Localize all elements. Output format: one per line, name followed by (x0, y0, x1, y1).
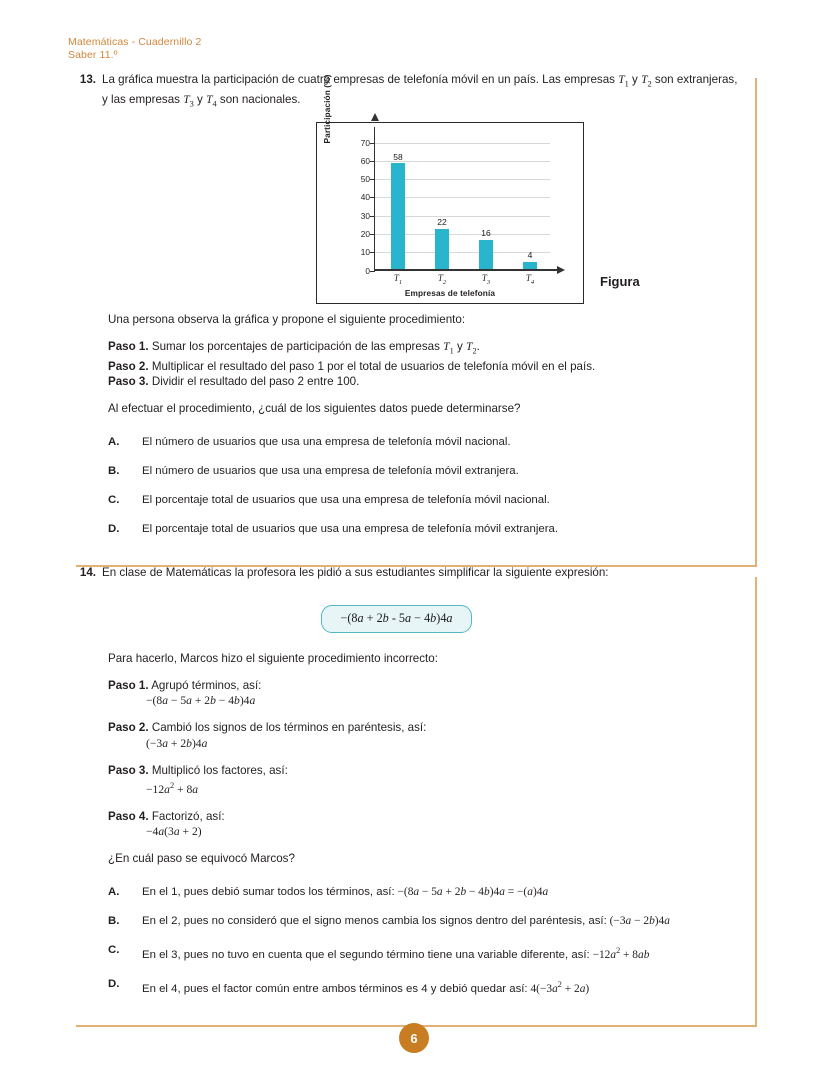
q14-paso-3 (108, 763, 757, 797)
q14-paso-1-expression: −(8a − 5a + 2b − 4b)4a (146, 694, 256, 708)
q13-t4-sub: 4 (212, 99, 217, 109)
chart-y-tick-mark (370, 216, 375, 217)
q13-paso-1 (108, 339, 757, 359)
option-text: El porcentaje total de usuarios que usa una empresa de telefonía móvil extranjera. (142, 522, 559, 535)
chart-frame (316, 74, 584, 304)
q13-paso-1-tb-sub: 2 (472, 346, 477, 356)
q14-paso-3-heading (108, 763, 757, 778)
question-14-stem: En clase de Matemáticas la profesora les pidió a sus estudiantes simplificar la siguiente expresión: (102, 566, 609, 579)
q14-paso-2-heading (108, 720, 757, 735)
q14-paso-3-text: Multiplicó los factores, así: (148, 763, 288, 777)
option-row[interactable] (108, 522, 757, 537)
q14-paso-4 (108, 809, 757, 839)
question-14-number: 14. (79, 566, 96, 579)
q13-paso-2-label: Paso 2. (108, 359, 149, 373)
chart-y-tick-label: 20 (360, 229, 370, 240)
q14-paso-2-expression: (−3a + 2b)4a (146, 736, 208, 750)
question-14-options (76, 885, 757, 997)
chart-x-category-label: $T_4$ (525, 272, 535, 286)
question-14-lead-in: Para hacerlo, Marcos hizo el siguiente procedimiento incorrecto: (108, 651, 438, 665)
chart-y-tick-mark (370, 271, 375, 272)
chart-bar-value-label: 4 (527, 250, 533, 261)
q13-join2: y (193, 92, 207, 106)
q13-stem-part1: La gráfica muestra la participación de cuatro empresas de telefonía móvil en un país. Las empresas (102, 73, 619, 86)
q13-paso-2-text: Multiplicar el resultado del paso 1 por el total de usuarios de telefonía móvil en el país. (148, 359, 596, 373)
option-letter: C. (108, 943, 120, 956)
chart-x-category-label: $T_1$ (393, 272, 403, 286)
q14-paso-4-heading (108, 809, 757, 824)
q14-paso-1 (108, 678, 757, 708)
q14-paso-3-expression: $-12a^2 + 8a$ (146, 781, 199, 796)
q14-paso-1-heading (108, 678, 757, 693)
chart-y-tick-label: 50 (360, 174, 370, 185)
chart-y-tick-label: 40 (360, 192, 370, 203)
x-axis-arrow-icon (557, 266, 565, 274)
chart-y-tick-label: 60 (360, 155, 370, 166)
chart-bar-value-label: 16 (481, 228, 491, 239)
q13-paso-1-tb: T (466, 340, 473, 354)
y-axis-arrow-icon (371, 113, 379, 121)
option-letter: B. (108, 464, 120, 477)
question-13-number: 13. (79, 73, 96, 86)
q13-paso-3-text: Dividir el resultado del paso 2 entre 100. (148, 374, 360, 388)
chart-y-tick-label: 70 (360, 137, 370, 148)
option-row[interactable] (108, 464, 757, 479)
q13-stem-part3: son nacionales. (216, 92, 301, 106)
question-14-prompt: ¿En cuál paso se equivocó Marcos? (108, 852, 295, 866)
question-13-lead-in: Una persona observa la gráfica y propone el siguiente procedimiento: (108, 312, 466, 326)
question-13-options (76, 435, 757, 537)
option-letter: D. (108, 522, 120, 535)
question-block-13 (76, 72, 757, 567)
chart-bar (435, 229, 449, 269)
bar-chart (317, 74, 583, 303)
header-line-exam: Saber 11.º (68, 49, 118, 61)
q13-t3-sub: 3 (189, 99, 194, 109)
chart-y-tick-label: 30 (360, 210, 370, 221)
q13-paso-1-joiner: y (453, 340, 466, 354)
q14-paso-2-label: Paso 2. (108, 721, 149, 735)
q14-paso-4-label: Paso 4. (108, 810, 149, 824)
chart-y-axis (374, 127, 375, 271)
option-row[interactable] (108, 435, 757, 450)
chart-y-tick-mark (370, 179, 375, 180)
q13-paso-1-text: Sumar los porcentajes de participación de las empresas (148, 340, 444, 354)
chart-gridline (374, 143, 550, 144)
q13-paso-2 (108, 359, 757, 374)
option-letter: A. (108, 435, 120, 448)
chart-y-tick-label: 10 (360, 247, 370, 258)
question-13-pasos (76, 339, 757, 389)
question-13-stem (102, 72, 757, 112)
q13-t1: T (618, 73, 625, 86)
question-14-heading (76, 565, 757, 581)
chart-y-tick-label: 0 (365, 265, 370, 276)
chart-y-axis-title: Participación (%) (322, 74, 332, 144)
q14-paso-2-text: Cambió los signos de los términos en paréntesis, así: (148, 721, 427, 735)
chart-plot-area (360, 135, 564, 286)
option-row[interactable] (108, 943, 757, 963)
q13-join1: y (628, 73, 642, 86)
q13-t1-sub: 1 (624, 79, 629, 89)
chart-x-axis (374, 269, 558, 270)
q13-stem-part2: son extranjeras, y las empresas (102, 73, 738, 106)
chart-bar (523, 262, 537, 269)
option-letter: A. (108, 885, 120, 898)
chart-bar (479, 240, 493, 269)
option-text: El número de usuarios que usa una empresa de telefonía móvil nacional. (142, 435, 511, 448)
chart-bar-value-label: 22 (437, 217, 447, 228)
q14-paso-1-label: Paso 1. (108, 679, 149, 692)
question-14-pasos (76, 678, 757, 839)
option-text: En el 3, pues no tuvo en cuenta que el segundo término tiene una variable diferente, así: $-12a^2 + 8ab$ (142, 945, 650, 961)
q13-paso-3-label: Paso 3. (108, 374, 149, 388)
expression-box-wrap (76, 605, 757, 633)
chart-y-tick-mark (370, 234, 375, 235)
q13-paso-1-after: . (476, 340, 480, 354)
chart-y-tick-mark (370, 252, 375, 253)
q13-paso-1-ta-sub: 1 (449, 346, 454, 356)
question-13-heading (76, 72, 757, 112)
option-letter: C. (108, 493, 120, 506)
q14-paso-4-expression: −4a(3a + 2) (146, 825, 202, 839)
option-text: El porcentaje total de usuarios que usa una empresa de telefonía móvil nacional. (142, 493, 550, 506)
page-number-badge: 6 (399, 1023, 429, 1053)
q13-paso-1-label: Paso 1. (108, 340, 149, 354)
q13-t4: T (206, 92, 213, 106)
q13-t2: T (641, 73, 648, 86)
question-block-14 (76, 565, 757, 1027)
page-header (68, 36, 201, 62)
chart-bar-value-label: 58 (393, 151, 403, 162)
q13-paso-1-ta: T (443, 340, 450, 354)
chart-y-tick-mark (370, 143, 375, 144)
option-row[interactable] (108, 885, 757, 900)
option-letter: B. (108, 914, 120, 927)
q14-paso-3-label: Paso 3. (108, 763, 149, 777)
chart-x-category-label: $T_3$ (481, 272, 491, 286)
chart-x-category-label: $T_2$ (437, 272, 447, 286)
q13-t3: T (183, 92, 190, 106)
option-row[interactable] (108, 977, 757, 997)
option-text: En el 2, pues no consideró que el signo menos cambia los signos dentro del paréntesis, así: (−3a − 2b)4a (142, 914, 670, 927)
q13-t2-sub: 2 (647, 79, 652, 89)
chart-y-tick-mark (370, 161, 375, 162)
figure-caption: Figura (600, 273, 640, 289)
option-text: En el 4, pues el factor común entre ambos términos es 4 y debió quedar así: $4(-3a^2 + 2a)$ (142, 979, 590, 995)
option-text: En el 1, pues debió sumar todos los términos, así: −(8a − 5a + 2b − 4b)4a = −(a)4a (142, 885, 549, 898)
chart-x-axis-title: Empresas de telefonía (404, 287, 496, 298)
header-line-subject: Matemáticas - Cuadernillo 2 (68, 36, 202, 48)
option-row[interactable] (108, 914, 757, 929)
chart-bar (391, 163, 405, 269)
q13-paso-3 (108, 374, 757, 389)
chart-y-tick-mark (370, 197, 375, 198)
option-row[interactable] (108, 493, 757, 508)
option-letter: D. (108, 977, 120, 990)
q14-paso-4-text: Factorizó, así: (148, 810, 225, 824)
q14-paso-2 (108, 720, 757, 750)
expression-box: −(8a + 2b - 5a − 4b)4a (321, 605, 471, 633)
option-text: El número de usuarios que usa una empresa de telefonía móvil extranjera. (142, 464, 519, 477)
question-13-prompt: Al efectuar el procedimiento, ¿cuál de los siguientes datos puede determinarse? (108, 402, 521, 416)
q14-paso-1-text: Agrupó términos, así: (148, 679, 262, 692)
